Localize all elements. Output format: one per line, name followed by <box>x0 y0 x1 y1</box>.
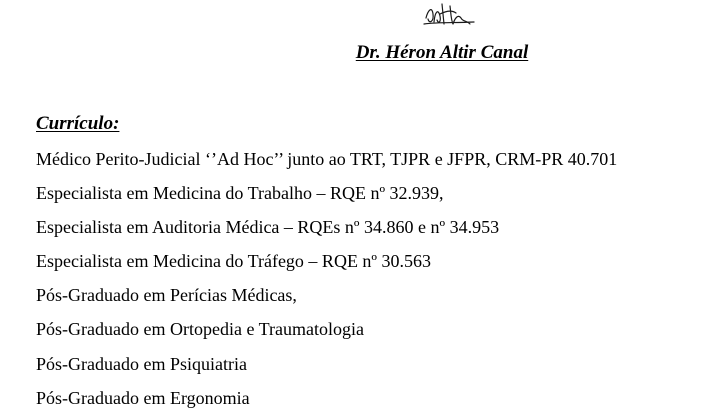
curriculum-item: Pós-Graduado em Ortopedia e Traumatologia <box>36 319 364 340</box>
curriculum-item: Pós-Graduado em Perícias Médicas, <box>36 285 297 306</box>
curriculum-item: Pós-Graduado em Psiquiatria <box>36 353 247 374</box>
curriculum-item: Pós-Graduado em Ergonomia <box>36 387 250 408</box>
curriculum-item: Especialista em Medicina do Tráfego – RQE nº 30.563 <box>36 251 432 272</box>
curriculum-list <box>36 146 617 419</box>
handwritten-signature <box>420 0 480 28</box>
curriculum-item: Especialista em Medicina do Trabalho – RQE nº 32.939, <box>36 183 444 204</box>
signer-name: Dr. Héron Altir Canal <box>355 42 529 63</box>
curriculum-item: Médico Perito-Judicial ‘’Ad Hoc’’ junto ao TRT, TJPR e JFPR, CRM-PR 40.701 <box>36 149 618 169</box>
curriculum-heading: Currículo: <box>36 113 120 134</box>
curriculum-item: Especialista em Auditoria Médica – RQEs nº 34.860 e nº 34.953 <box>36 217 500 238</box>
